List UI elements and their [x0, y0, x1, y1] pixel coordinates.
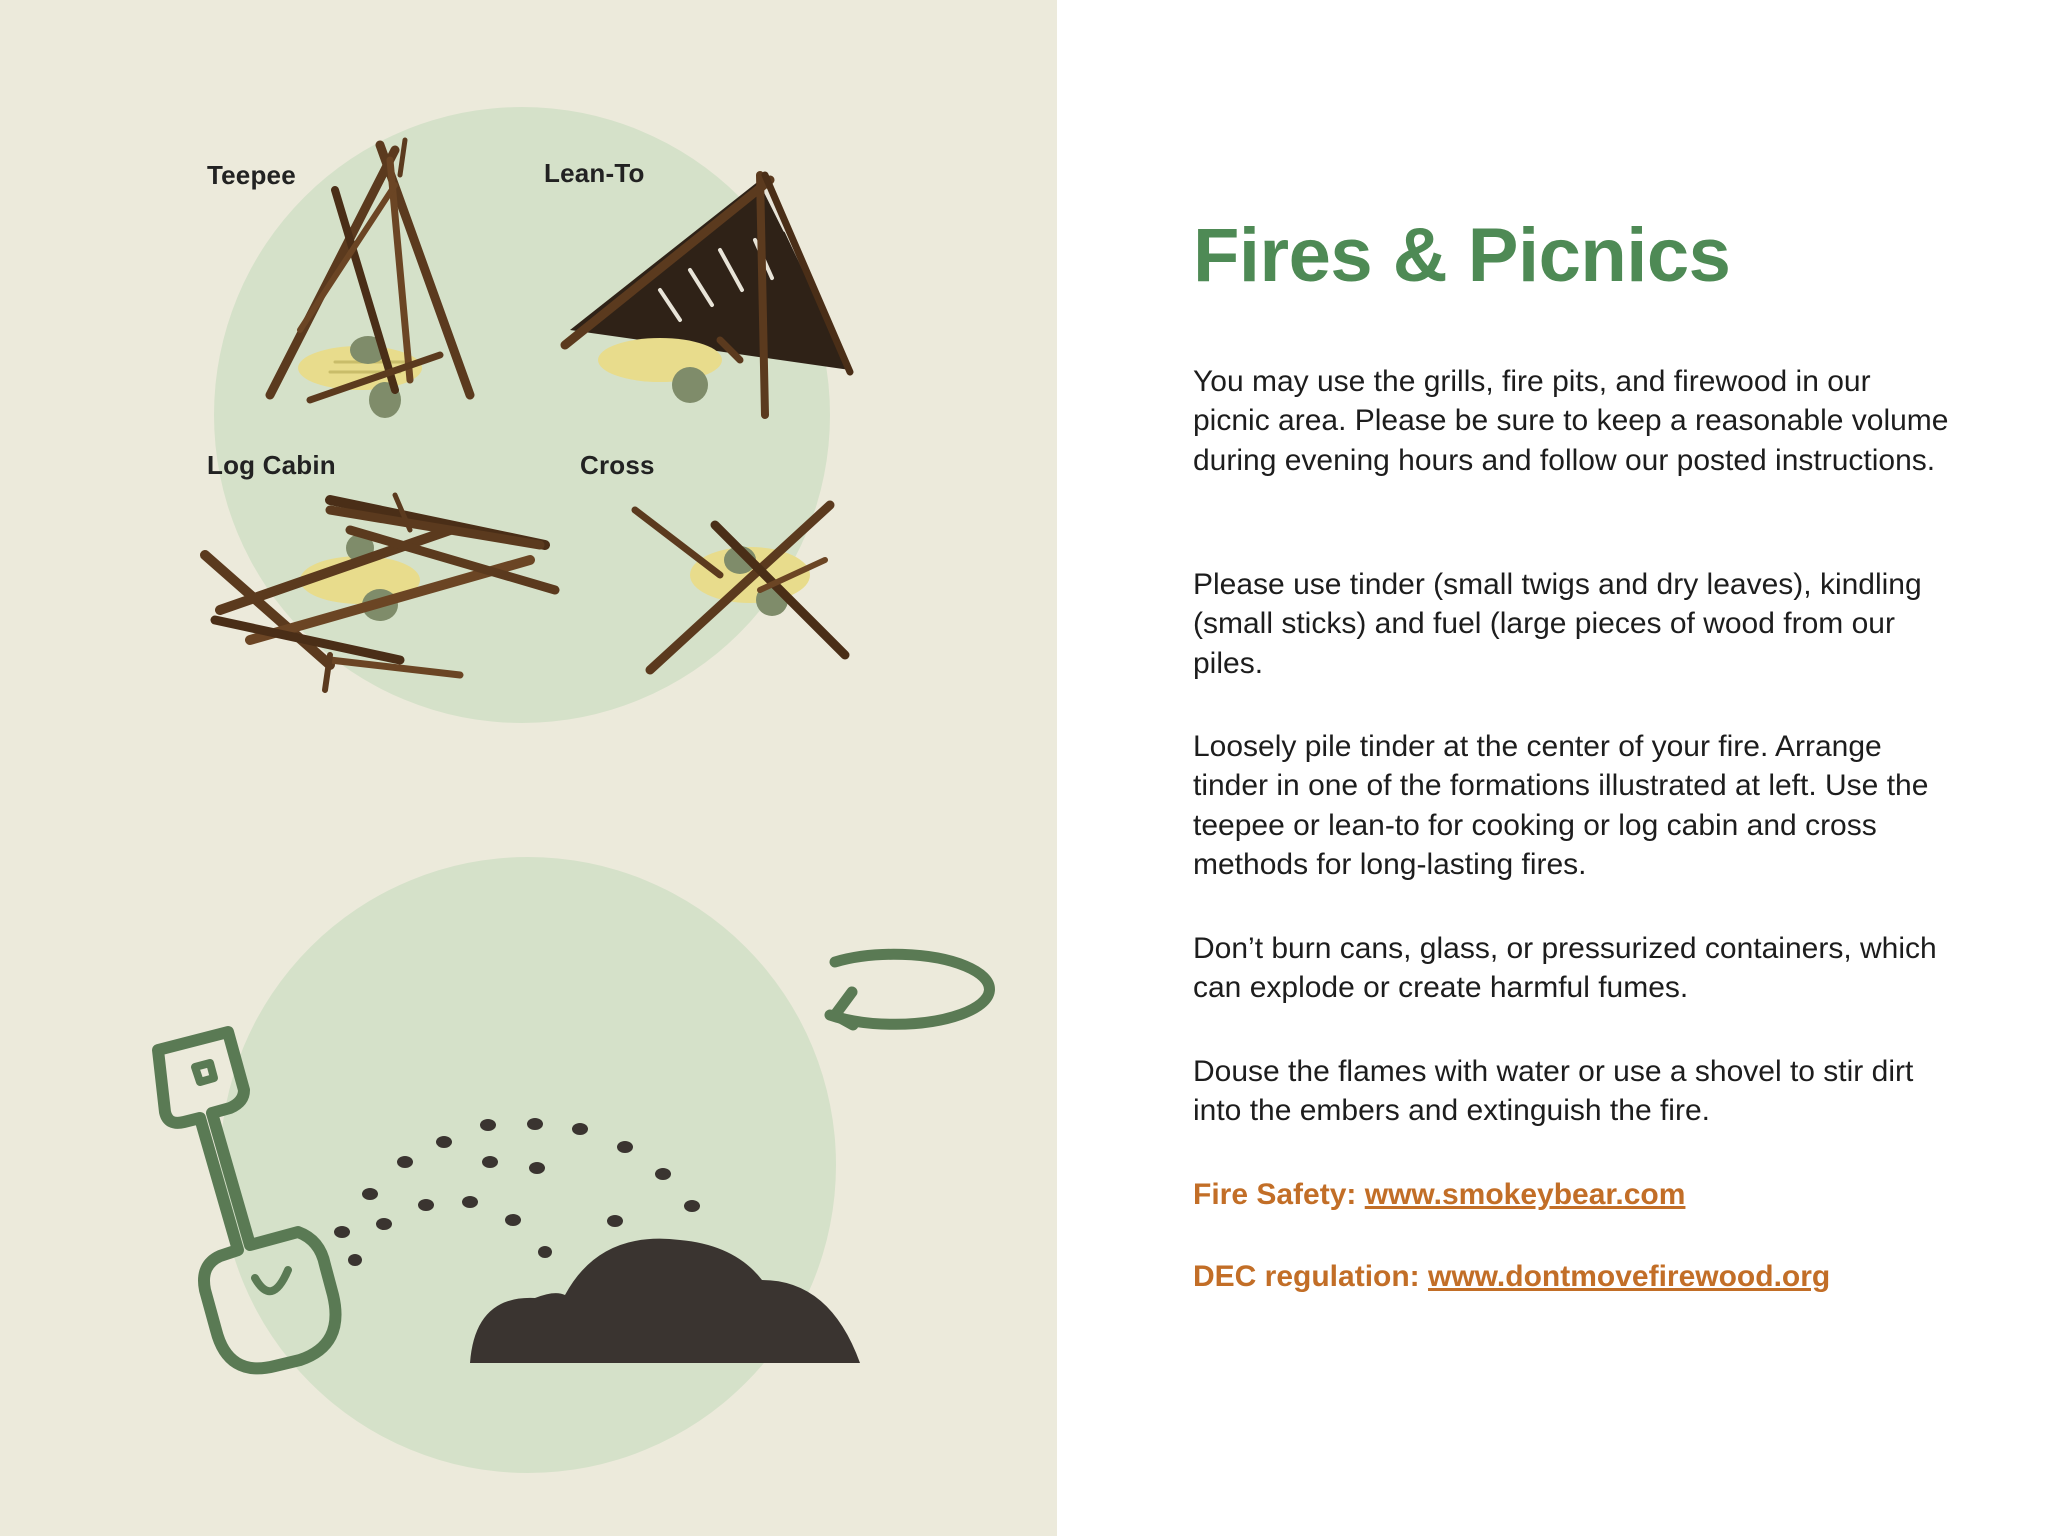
dec-regulation-label: DEC regulation:	[1193, 1260, 1420, 1293]
paragraph-douse: Douse the flames with water or use a shovel to stir dirt into the embers and extinguish the fire.	[1193, 1055, 1914, 1128]
paragraph-formations: Loosely pile tinder at the center of your fire. Arrange tinder in one of the formations illustrated at left. Use the teepee or lean-to for cooking or log cabin and cross methods for long-lasting fires.	[1193, 730, 1929, 881]
paragraph-grills: You may use the grills, fire pits, and firewood in our picnic area. Please be sure to keep a reasonable volume during evening hours and follow our posted instructions.	[1193, 365, 1949, 477]
paragraph-tinder: Please use tinder (small twigs and dry leaves), kindling (small sticks) and fuel (large pieces of wood from our piles.	[1193, 568, 1922, 680]
page-title: Fires & Picnics	[1193, 213, 1731, 298]
dec-regulation-line	[1193, 1260, 1830, 1294]
rotate-arrow-icon	[830, 954, 989, 1025]
label-teepee: Teepee	[207, 160, 296, 190]
paragraph-containers: Don’t burn cans, glass, or pressurized containers, which can explode or create harmful fumes.	[1193, 932, 1937, 1005]
fire-safety-label: Fire Safety:	[1193, 1178, 1357, 1211]
dontmovefirewood-link[interactable]: www.dontmovefirewood.org	[1428, 1260, 1831, 1293]
text-panel	[1193, 0, 1953, 1536]
smokeybear-link[interactable]: www.smokeybear.com	[1364, 1178, 1686, 1211]
label-lean-to: Lean-To	[544, 158, 645, 188]
fire-safety-line	[1193, 1178, 1685, 1212]
bottom-circle	[220, 857, 836, 1473]
label-log-cabin: Log Cabin	[207, 450, 336, 480]
label-cross: Cross	[580, 450, 655, 480]
